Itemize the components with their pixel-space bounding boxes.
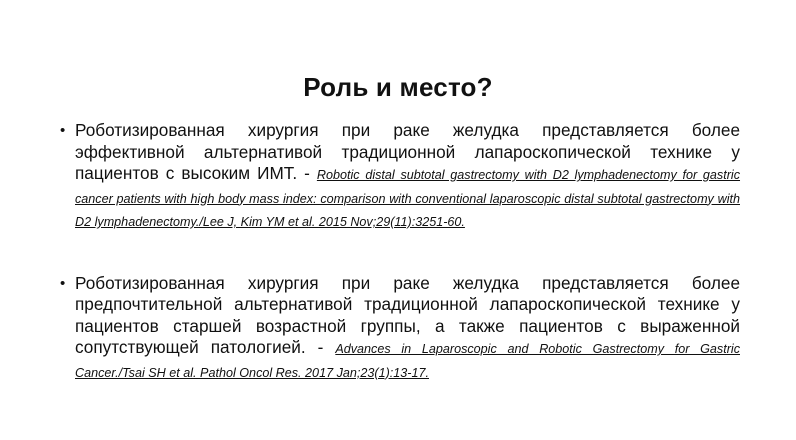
bullet-text: Роботизированная хирургия при раке желудка представляется более предпочтительной альтернативой традиционной лапароскопической технике у пациентов старшей возрастной группы, а также пациентов с выраженной сопутствующей патологией. - — [75, 272, 740, 357]
bullet-marker: • — [60, 274, 66, 292]
reference-link[interactable]: Advances in Laparoscopic and Robotic Gastrectomy for Gastric Cancer./Tsai SH et al. Pathol Oncol Res. 2017 Jan;23(1):13-17. — [75, 342, 740, 380]
bullet-text: Роботизированная хирургия при раке желудка представляется более эффективной альтернативой традиционной лапароскопической технике у пациентов с высоким ИМТ. - — [75, 120, 740, 183]
slide-title: Роль и место? — [303, 72, 493, 102]
bullet-list — [60, 120, 740, 384]
bullet-item-robotic-high-bmi — [60, 120, 740, 234]
bullet-marker: • — [60, 122, 66, 139]
reference-link[interactable]: Robotic distal subtotal gastrectomy with D2 lymphadenectomy for gastric cancer patients with high body mass index: comparison with conventional laparoscopic distal subtotal gastrectomy with D2 lymphadenectomy./Lee J, Kim YM et al. 2015 Nov;29(11):3251-60. — [75, 168, 741, 229]
bullet-item-robotic-elderly — [60, 273, 740, 385]
